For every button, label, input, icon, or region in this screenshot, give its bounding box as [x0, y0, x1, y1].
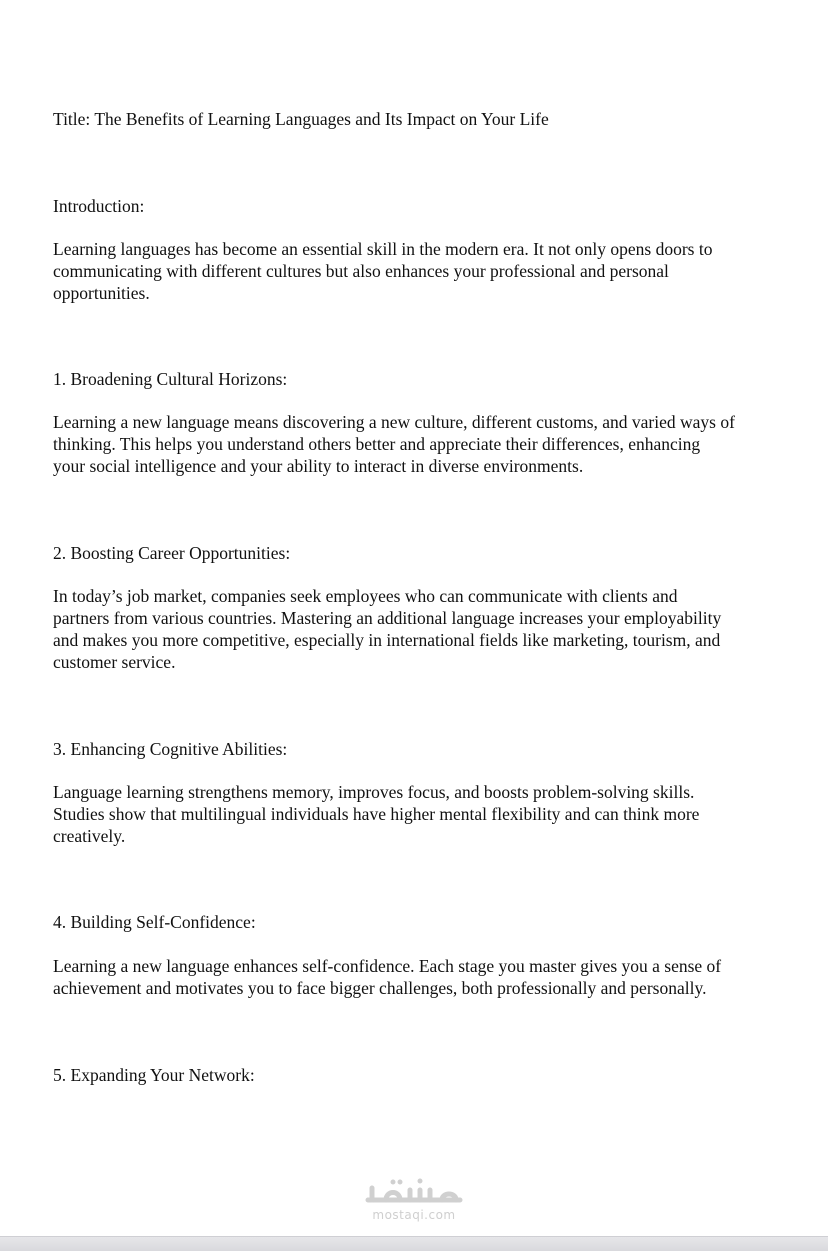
- section-paragraph-self-confidence: [53, 955, 798, 999]
- paragraph-line: and makes you more competitive, especially in international fields like marketing, tourism, and: [53, 630, 721, 650]
- section-heading-cognitive-abilities: 3. Enhancing Cognitive Abilities:: [53, 739, 288, 759]
- section-heading-network: 5. Expanding Your Network:: [53, 1065, 255, 1085]
- paragraph-line: Learning a new language means discovering a new culture, different customs, and varied ways of: [53, 412, 735, 432]
- paragraph-line: achievement and motivates you to face bigger challenges, both professionally and personally.: [53, 978, 707, 998]
- watermark-site: mostaqi.com: [372, 1208, 456, 1222]
- introduction-paragraph: [53, 238, 798, 304]
- paragraph-line: Learning languages has become an essential skill in the modern era. It not only opens doors to: [53, 239, 713, 259]
- paragraph-line: In today’s job market, companies seek employees who can communicate with clients and: [53, 586, 678, 606]
- paragraph-line: Studies show that multilingual individuals have higher mental flexibility and can think more: [53, 804, 700, 824]
- paragraph-line: Language learning strengthens memory, improves focus, and boosts problem-solving skills.: [53, 782, 695, 802]
- paragraph-line: Learning a new language enhances self-confidence. Each stage you master gives you a sense of: [53, 956, 722, 976]
- paragraph-line: opportunities.: [53, 283, 150, 303]
- section-heading-cultural-horizons: 1. Broadening Cultural Horizons:: [53, 369, 288, 389]
- section-paragraph-cognitive-abilities: [53, 781, 798, 847]
- paragraph-line: partners from various countries. Mastering an additional language increases your employability: [53, 608, 722, 628]
- paragraph-line: your social intelligence and your ability to interact in diverse environments.: [53, 456, 584, 476]
- document-title: Title: The Benefits of Learning Languages and Its Impact on Your Life: [53, 109, 549, 129]
- watermark: [0, 1176, 828, 1222]
- section-heading-career-opportunities: 2. Boosting Career Opportunities:: [53, 543, 291, 563]
- bottom-scroll-bar: [0, 1236, 828, 1251]
- section-paragraph-cultural-horizons: [53, 411, 798, 477]
- paragraph-line: customer service.: [53, 652, 176, 672]
- section-heading-self-confidence: 4. Building Self-Confidence:: [53, 912, 256, 932]
- introduction-heading: Introduction:: [53, 196, 145, 216]
- paragraph-line: thinking. This helps you understand others better and appreciate their differences, enhancing: [53, 434, 701, 454]
- section-paragraph-career-opportunities: [53, 585, 798, 673]
- paragraph-line: creatively.: [53, 826, 126, 846]
- mostaqi-logo-icon: [362, 1176, 466, 1208]
- paragraph-line: communicating with different cultures but also enhances your professional and personal: [53, 261, 669, 281]
